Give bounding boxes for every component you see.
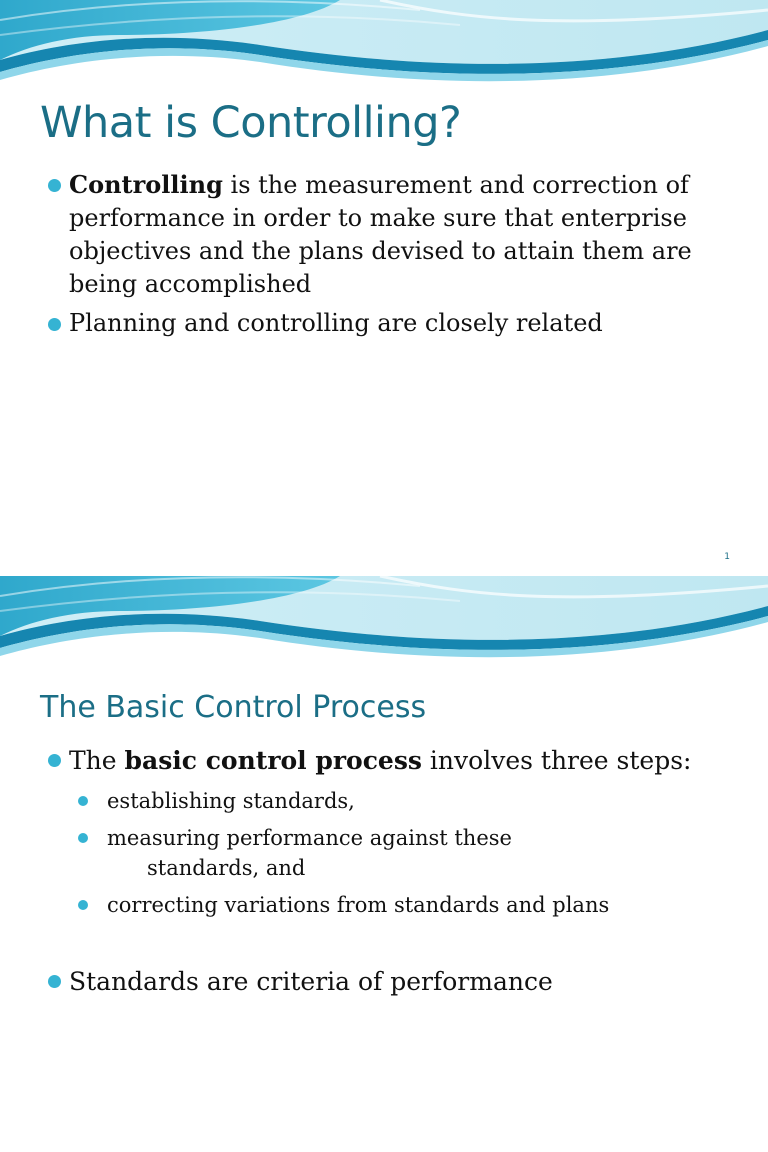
bullet-icon — [78, 796, 88, 806]
bullet-icon — [48, 318, 61, 331]
bullet-text: is the measurement and correction of performance in order to make sure that enterprise objectives and the plans devised to attain them are being accomplished — [69, 171, 692, 298]
slide-number: 1 — [724, 552, 730, 562]
list-item — [44, 168, 744, 301]
bullet-icon — [48, 179, 61, 192]
bullet-text: Planning and controlling are closely related — [69, 309, 603, 337]
slide-title: The Basic Control Process — [40, 690, 427, 725]
list-item — [78, 823, 738, 883]
bullet-icon — [78, 900, 88, 910]
slide-title: What is Controlling? — [40, 98, 462, 148]
wave-banner — [0, 576, 768, 676]
bullet-icon — [48, 975, 61, 988]
list-item — [44, 307, 744, 340]
bullet-icon — [48, 754, 61, 767]
intro-post: involves three steps: — [421, 746, 692, 775]
list-item — [78, 786, 738, 816]
sub-bullet-list — [78, 786, 738, 920]
bullet-list — [44, 744, 744, 777]
bullet-list — [44, 965, 744, 998]
list-item — [78, 890, 738, 920]
list-item — [44, 744, 744, 777]
bullet-text: Standards are criteria of performance — [69, 967, 553, 996]
sub-bullet-text: measuring performance against these — [107, 826, 512, 850]
intro-pre: The — [69, 746, 125, 775]
wave-banner — [0, 0, 768, 100]
list-item — [44, 965, 744, 998]
sub-bullet-continuation: standards, and — [147, 856, 306, 880]
sub-bullet-text: correcting variations from standards and plans — [107, 893, 610, 917]
bullet-icon — [78, 833, 88, 843]
bold-term: Controlling — [69, 170, 223, 199]
bullet-list — [44, 168, 744, 340]
sub-bullet-text: establishing standards, — [107, 789, 355, 813]
bold-term: basic control process — [124, 746, 422, 775]
